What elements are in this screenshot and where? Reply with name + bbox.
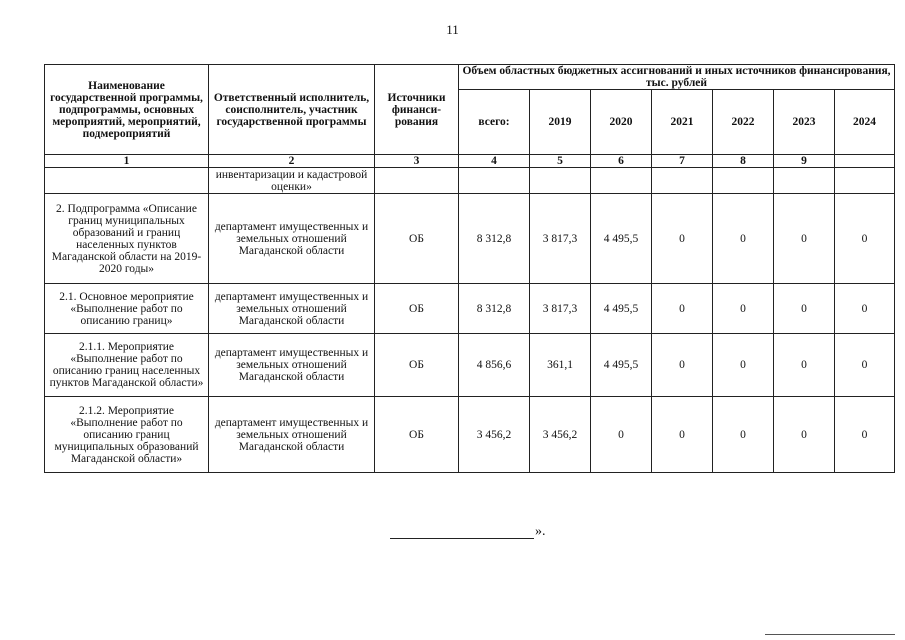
total-cell: 4 856,6 <box>459 334 530 397</box>
table-row <box>45 194 895 284</box>
blank-line <box>390 538 534 539</box>
value-cell <box>591 168 652 194</box>
table-row <box>45 168 895 194</box>
responsible-cell: департамент имущественных и земельных отношений Магаданской области <box>209 284 375 334</box>
value-cell: 0 <box>774 397 835 473</box>
name-cell: 2.1. Основное мероприятие «Выполнение работ по описанию границ» <box>45 284 209 334</box>
column-number: 6 <box>591 155 652 168</box>
table-row <box>45 397 895 473</box>
total-cell: 3 456,2 <box>459 397 530 473</box>
source-cell: ОБ <box>375 284 459 334</box>
value-cell: 0 <box>652 194 713 284</box>
responsible-cell: департамент имущественных и земельных отношений Магаданской области <box>209 397 375 473</box>
value-cell: 0 <box>713 334 774 397</box>
header-year: 2023 <box>774 90 835 155</box>
value-cell: 0 <box>652 284 713 334</box>
column-number: 7 <box>652 155 713 168</box>
value-cell <box>774 168 835 194</box>
footer-rule <box>765 634 895 635</box>
value-cell: 0 <box>713 284 774 334</box>
column-number: 9 <box>774 155 835 168</box>
column-number: 4 <box>459 155 530 168</box>
source-cell: ОБ <box>375 334 459 397</box>
column-numbers-row <box>45 155 895 168</box>
column-number: 2 <box>209 155 375 168</box>
total-cell <box>459 168 530 194</box>
header-year: 2021 <box>652 90 713 155</box>
column-number: 8 <box>713 155 774 168</box>
name-cell <box>45 168 209 194</box>
header-volume: Объем областных бюджетных ассигнований и иных источников финансирования, тыс. рублей <box>459 65 895 90</box>
source-cell: ОБ <box>375 194 459 284</box>
responsible-cell: департамент имущественных и земельных отношений Магаданской области <box>209 194 375 284</box>
value-cell: 3 456,2 <box>530 397 591 473</box>
header-sources: Источники финанси-рования <box>375 65 459 155</box>
value-cell <box>652 168 713 194</box>
value-cell: 0 <box>652 397 713 473</box>
value-cell: 4 495,5 <box>591 284 652 334</box>
header-year: 2022 <box>713 90 774 155</box>
header-name: Наименование государственной программы, подпрограммы, основных мероприятий, мероприятий, подмероприятий <box>45 65 209 155</box>
column-number: 1 <box>45 155 209 168</box>
name-cell: 2.1.1. Мероприятие «Выполнение работ по описанию границ населенных пунктов Магаданской области» <box>45 334 209 397</box>
column-number <box>835 155 895 168</box>
header-year: 2019 <box>530 90 591 155</box>
value-cell <box>835 168 895 194</box>
responsible-cell: инвентаризации и кадастровой оценки» <box>209 168 375 194</box>
column-number: 3 <box>375 155 459 168</box>
value-cell: 0 <box>774 194 835 284</box>
value-cell: 0 <box>652 334 713 397</box>
total-cell: 8 312,8 <box>459 284 530 334</box>
value-cell: 0 <box>774 334 835 397</box>
header-responsible: Ответственный исполнитель, соисполнитель, участник государственной программы <box>209 65 375 155</box>
value-cell: 0 <box>835 194 895 284</box>
value-cell <box>530 168 591 194</box>
value-cell: 4 495,5 <box>591 194 652 284</box>
closing-mark: ». <box>535 524 546 539</box>
value-cell: 0 <box>835 284 895 334</box>
total-cell: 8 312,8 <box>459 194 530 284</box>
value-cell: 361,1 <box>530 334 591 397</box>
header-year: 2024 <box>835 90 895 155</box>
column-number: 5 <box>530 155 591 168</box>
value-cell: 0 <box>713 397 774 473</box>
table-row <box>45 334 895 397</box>
source-cell: ОБ <box>375 397 459 473</box>
header-total: всего: <box>459 90 530 155</box>
name-cell: 2.1.2. Мероприятие «Выполнение работ по описанию границ муниципальных образований Магаданской области» <box>45 397 209 473</box>
value-cell: 4 495,5 <box>591 334 652 397</box>
value-cell: 0 <box>591 397 652 473</box>
page-number: 11 <box>446 22 459 37</box>
source-cell <box>375 168 459 194</box>
value-cell: 3 817,3 <box>530 194 591 284</box>
value-cell: 0 <box>774 284 835 334</box>
responsible-cell: департамент имущественных и земельных отношений Магаданской области <box>209 334 375 397</box>
name-cell: 2. Подпрограмма «Описание границ муниципальных образований и границ населенных пунктов Магаданской области на 2019-2020 годы» <box>45 194 209 284</box>
value-cell <box>713 168 774 194</box>
value-cell: 3 817,3 <box>530 284 591 334</box>
header-year: 2020 <box>591 90 652 155</box>
budget-table <box>44 64 895 473</box>
value-cell: 0 <box>835 334 895 397</box>
value-cell: 0 <box>835 397 895 473</box>
value-cell: 0 <box>713 194 774 284</box>
table-row <box>45 284 895 334</box>
